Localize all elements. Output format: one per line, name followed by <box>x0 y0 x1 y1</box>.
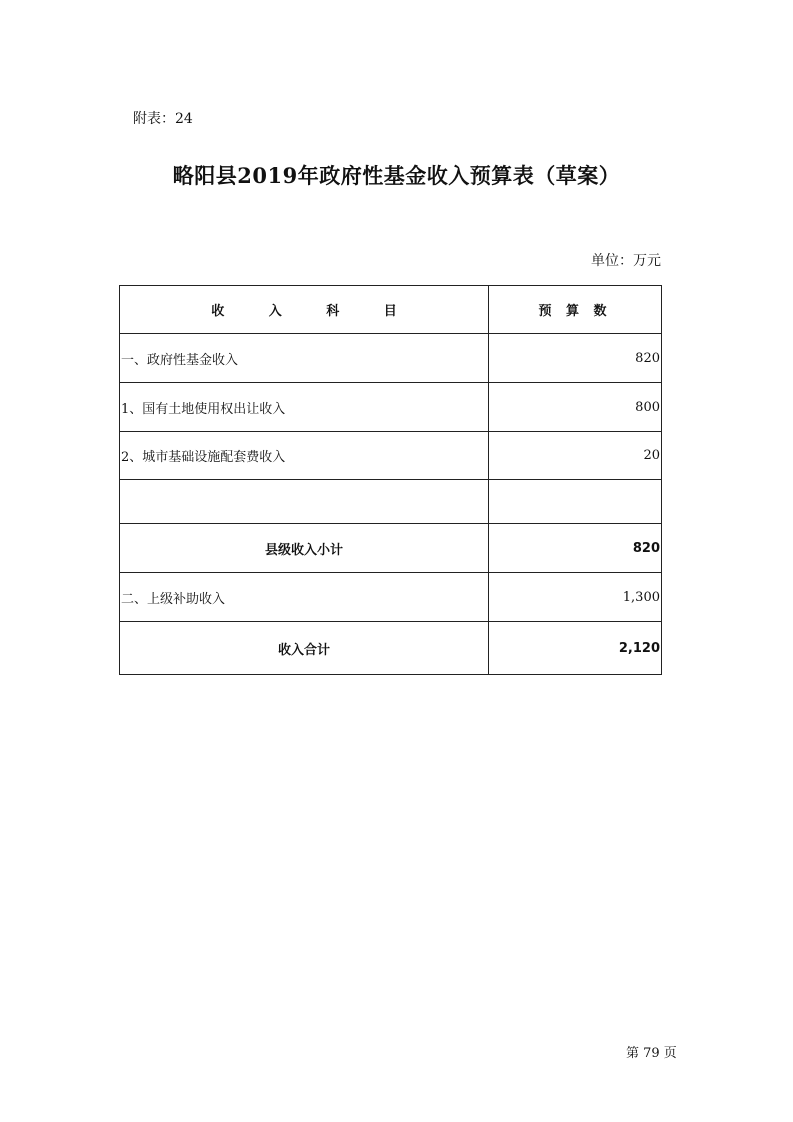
subtotal-amount: 820 <box>489 524 662 573</box>
row-subject: 2、城市基础设施配套费收入 <box>120 432 489 480</box>
row-subject: 1、国有土地使用权出让收入 <box>120 383 489 432</box>
total-amount: 2,120 <box>489 622 662 675</box>
subtotal-label: 县级收入小计 <box>120 524 489 573</box>
row-amount <box>489 480 662 524</box>
subtotal-row <box>120 524 662 573</box>
table-row <box>120 573 662 622</box>
unit-label: 单位：万元 <box>591 253 661 269</box>
table-row <box>120 334 662 383</box>
row-subject: 二、上级补助收入 <box>120 573 489 622</box>
table-row <box>120 432 662 480</box>
appendix-label: 附表：24 <box>133 111 193 127</box>
row-amount: 1,300 <box>489 573 662 622</box>
total-row <box>120 622 662 675</box>
row-subject <box>120 480 489 524</box>
column-header-subject: 收 入 科 目 <box>120 286 489 334</box>
row-subject: 一、政府性基金收入 <box>120 334 489 383</box>
page-title: 略阳县2019年政府性基金收入预算表（草案） <box>172 163 621 188</box>
column-header-amount: 预 算 数 <box>489 286 662 334</box>
table-row-empty <box>120 480 662 524</box>
row-amount: 800 <box>489 383 662 432</box>
row-amount: 820 <box>489 334 662 383</box>
table-row <box>120 383 662 432</box>
row-amount: 20 <box>489 432 662 480</box>
total-label: 收入合计 <box>120 622 489 675</box>
budget-table <box>119 285 662 675</box>
table-header-row <box>120 286 662 334</box>
page-number: 第 79 页 <box>626 1046 677 1061</box>
